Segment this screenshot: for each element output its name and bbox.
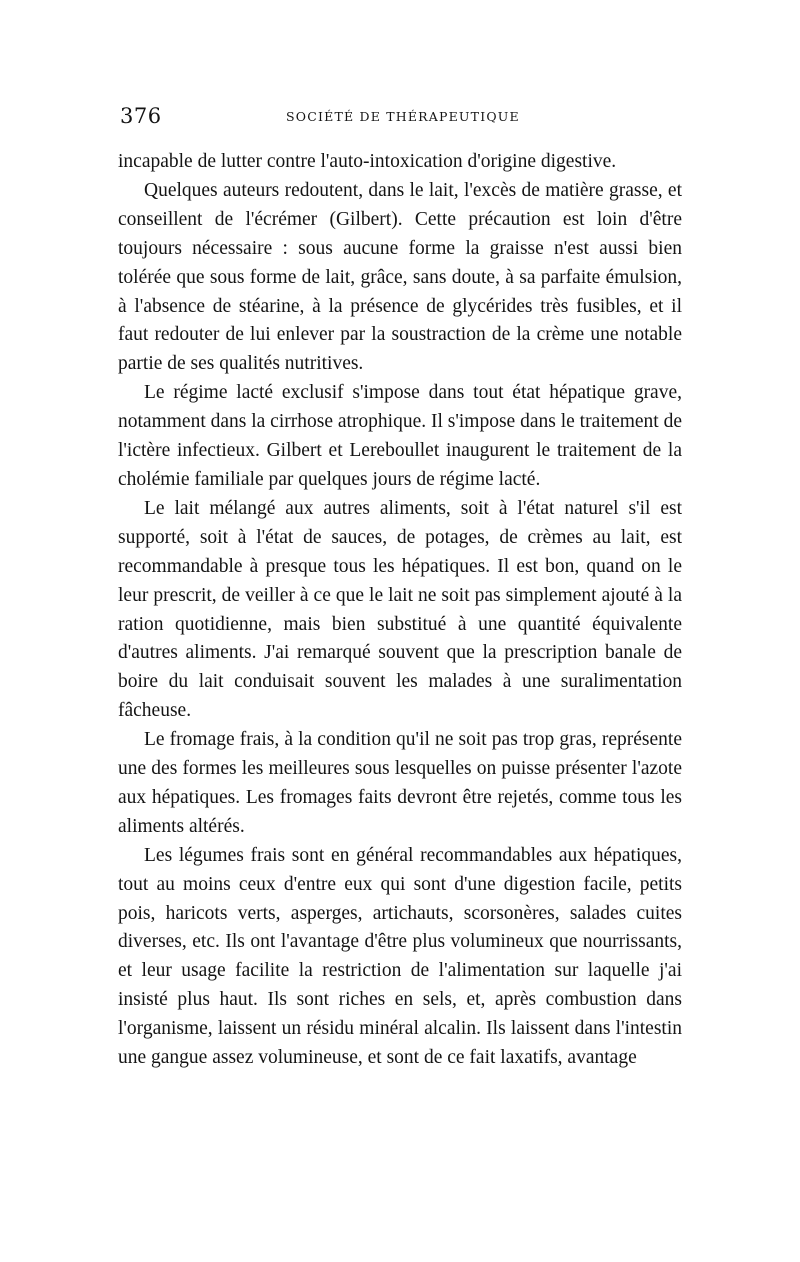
page-number: 376 xyxy=(120,104,162,128)
paragraph-fresh-cheese: Le fromage frais, à la condition qu'il ne soit pas trop gras, représente une des formes les meilleures sous lesquelles on puisse présenter l'azote aux hépatiques. Les fromages faits devront être rejetés, comme tous les aliments altérés. xyxy=(118,729,682,837)
paragraph-fresh-vegetables: Les légumes frais sont en général recommandables aux hépatiques, tout au moins ceux d'entre eux qui sont d'une digestion facile, petits pois, haricots verts, asperges, artichauts, scorsonères, salades cuites diverses, etc. Ils ont l'avantage d'être plus volumineux que nourrissants, et leur usage facilite la restriction de l'alimentation sur laquelle j'ai insisté plus haut. Ils sont riches en sels, et, après combustion dans l'organisme, laissent un résidu minéral alcalin. Ils laissent dans l'intestin une gangue assez volumineuse, et sont de ce fait laxatifs, avantage xyxy=(118,844,682,1069)
running-head-title: SOCIÉTÉ DE THÉRAPEUTIQUE xyxy=(286,109,520,124)
paragraph-continuation: incapable de lutter contre l'auto-intoxication d'origine digestive. xyxy=(118,151,617,172)
body-text xyxy=(118,148,682,1073)
running-head xyxy=(118,104,682,138)
book-page xyxy=(118,104,682,1073)
paragraph-milk-fat: Quelques auteurs redoutent, dans le lait, l'excès de matière grasse, et conseillent de l'écrémer (Gilbert). Cette précaution est loin d'être toujours nécessaire : sous aucune forme la graisse n'est aussi bien tolérée que sous forme de lait, grâce, sans doute, à sa parfaite émulsion, à l'absence de stéarine, à la présence de glycérides très fusibles, et il faut redouter de lui enlever par la soustraction de la crème une notable partie de ses qualités nutritives. xyxy=(118,179,682,375)
paragraph-milk-regime: Le régime lacté exclusif s'impose dans tout état hépatique grave, notamment dans la cirrhose atrophique. Il s'impose dans le traitement de l'ictère infectieux. Gilbert et Lereboullet inaugurent le traitement de la cholémie familiale par quelques jours de régime lacté. xyxy=(118,382,682,490)
paragraph-mixed-milk: Le lait mélangé aux autres aliments, soit à l'état naturel s'il est supporté, soit à l'état de sauces, de potages, de crèmes au lait, est recommandable à presque tous les hépatiques. Il est bon, quand on le leur prescrit, de veiller à ce que le lait ne soit pas simplement ajouté à la ration quotidienne, mais bien substitué à une quantité équivalente d'autres aliments. J'ai remarqué souvent que la prescription banale de boire du lait conduisait souvent les malades à une suralimentation fâcheuse. xyxy=(118,497,682,722)
